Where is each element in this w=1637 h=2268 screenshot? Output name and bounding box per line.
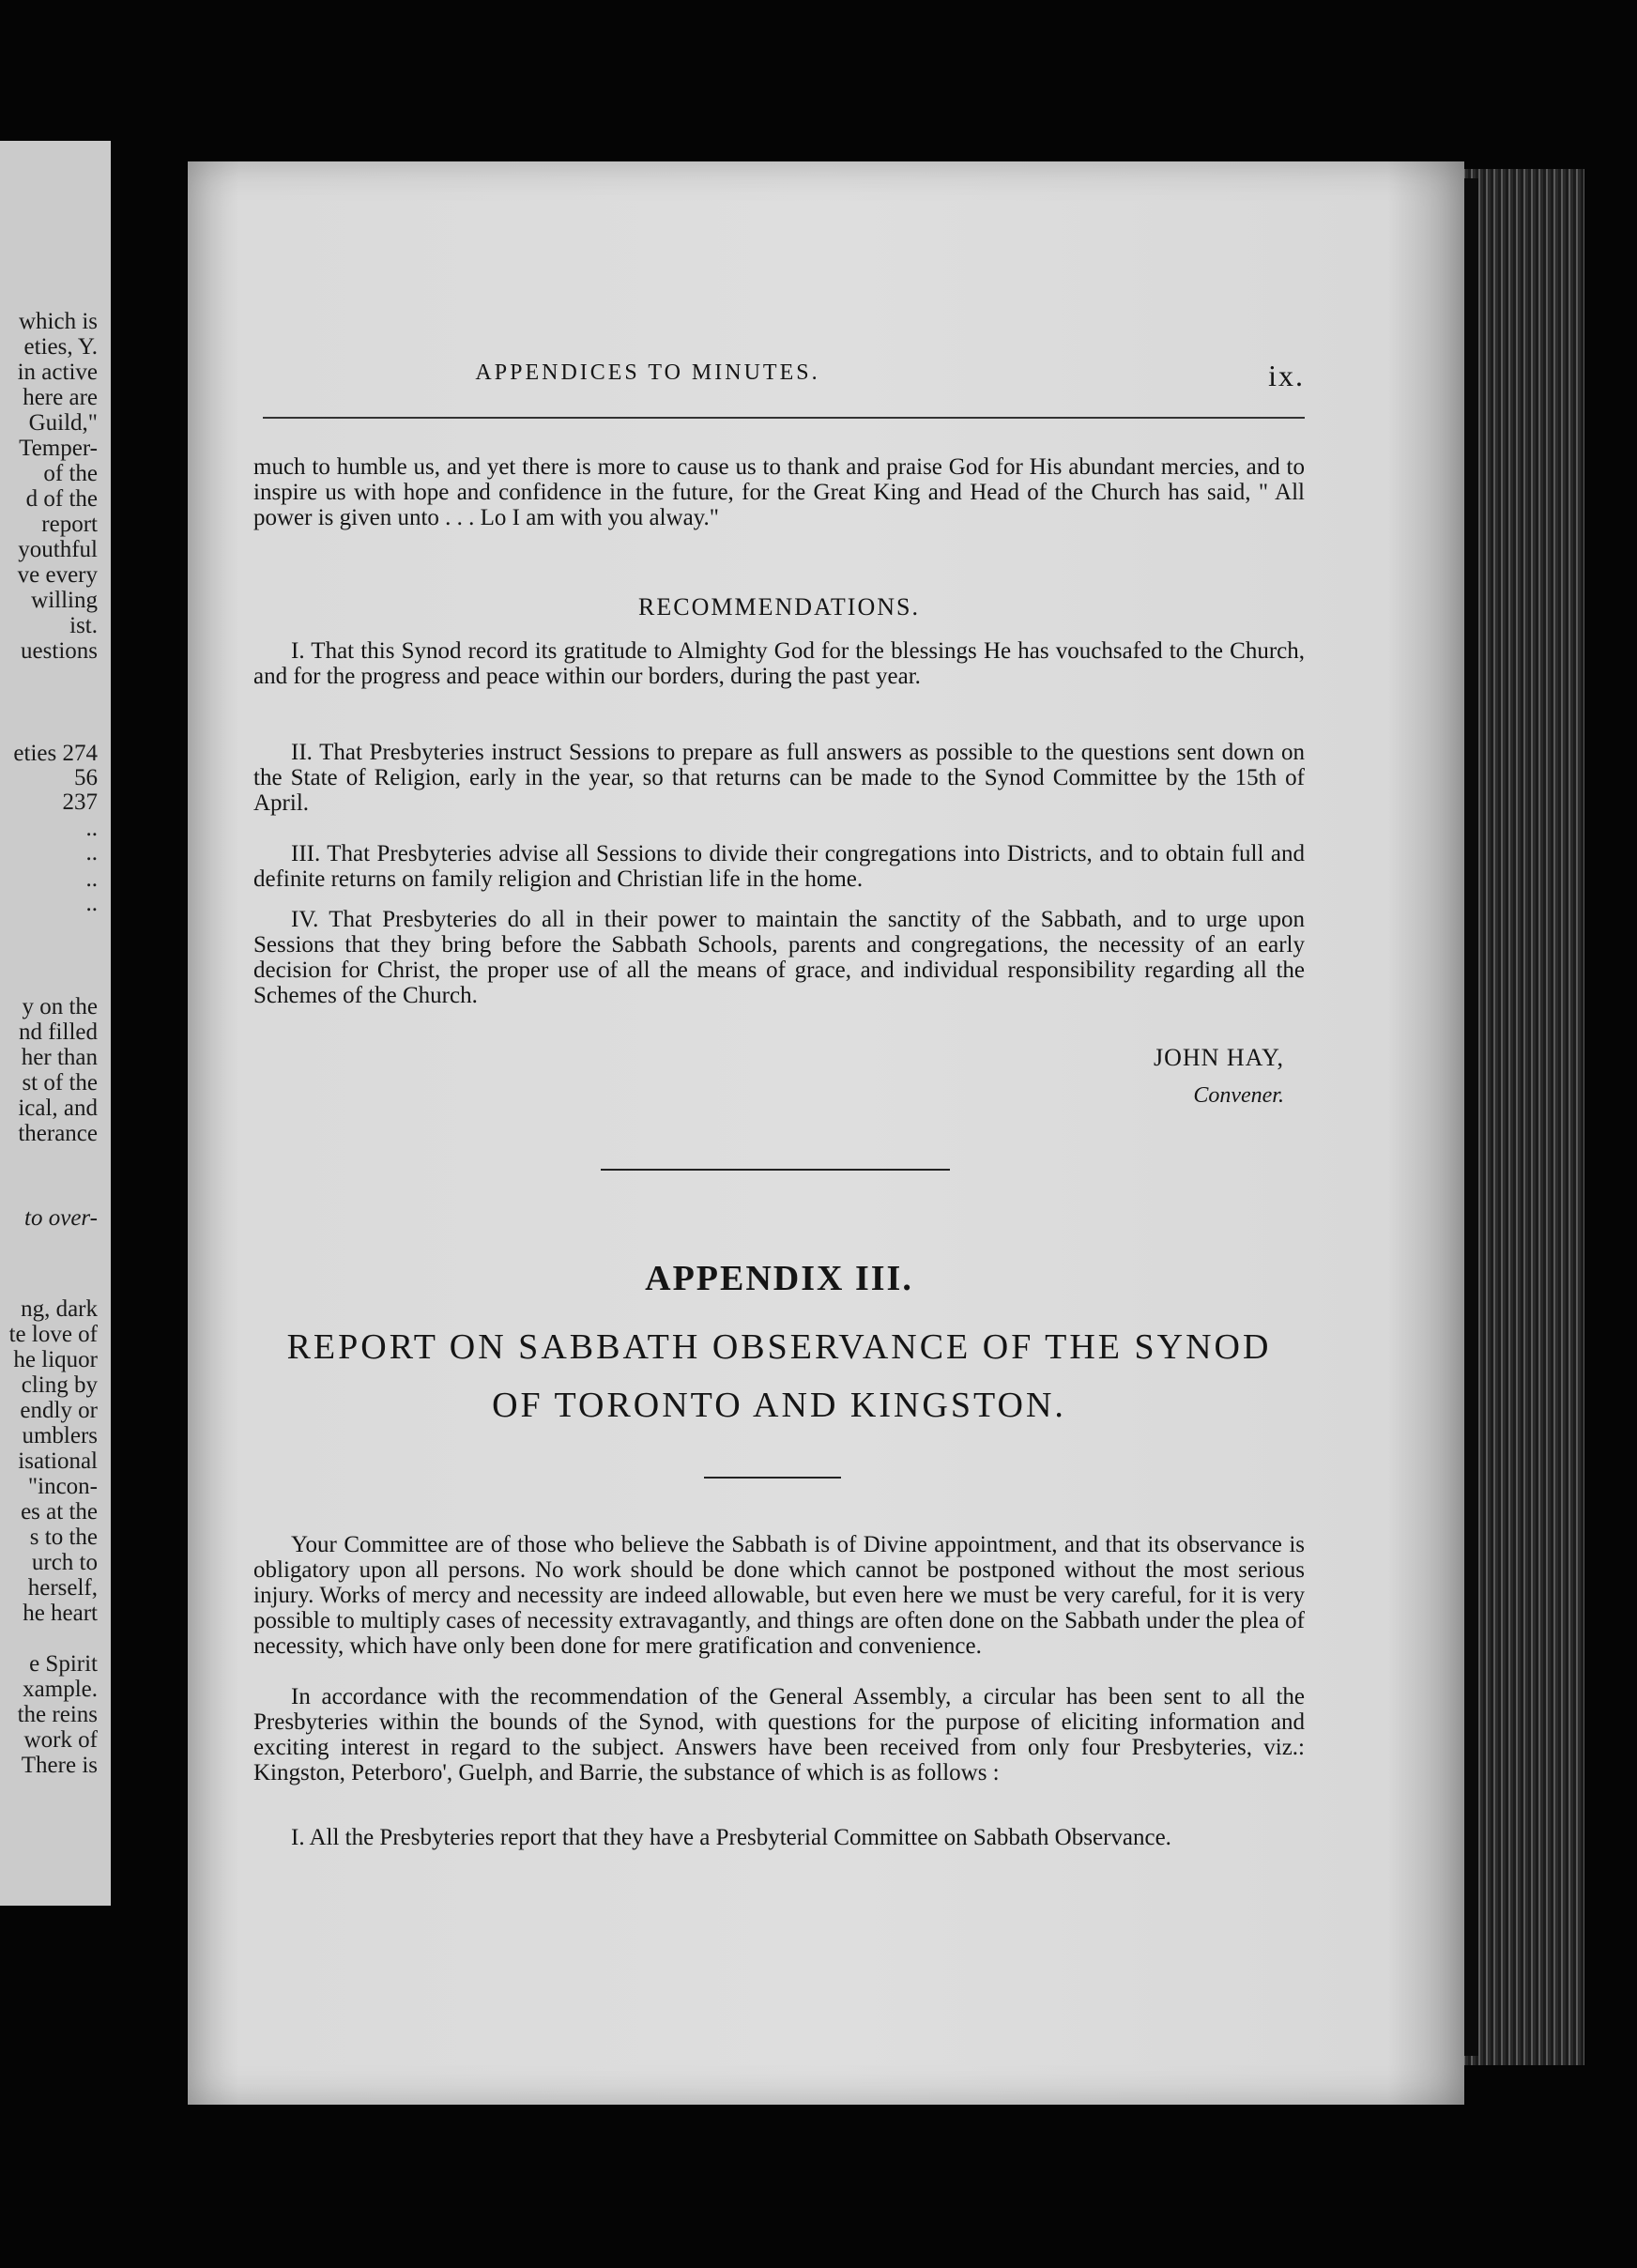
facing-page-fragment: willing [31,588,98,613]
document-page [188,161,1464,2105]
appendix-title: APPENDIX III. [645,1259,913,1298]
facing-page-fragment: .. [85,840,98,866]
recommendation-item-4: IV. That Presbyteries do all in their power to maintain the sanctity of the Sabbath, and to urge upon Sessions that they bring before the Sabbath Schools, parents and congregations, the necessity of an early decision for Christ, the proper use of all the means of grace, and individual responsibility regarding all the Schemes of the Church. [253,907,1305,1008]
facing-page-fragment: which is [18,309,98,334]
facing-page-fragment: herself, [27,1575,98,1601]
facing-page-fragment: here are [23,385,98,410]
facing-page-fragment: eties 274 [13,741,98,766]
recommendation-item-3: III. That Presbyteries advise all Sessions to divide their congregations into Districts, and to obtain full and definite returns on family religion and Christian life in the home. [253,841,1305,892]
facing-page-fragment: xample. [23,1677,98,1702]
facing-page-fragment: Guild," [28,410,98,436]
recommendations-heading: RECOMMENDATIONS. [638,593,920,621]
facing-page-fragment: youthful [18,537,98,562]
facing-page-fragment: work of [23,1727,98,1753]
facing-page-fragment: There is [21,1753,98,1778]
facing-page-fragment: te love of [8,1322,98,1347]
facing-page-fragment: the reins [17,1702,98,1727]
report-title-line-1: REPORT ON SABBATH OBSERVANCE OF THE SYNOD [286,1327,1272,1367]
signature-name: JOHN HAY, [1153,1044,1284,1071]
facing-page-fragment: y on the [22,994,98,1019]
facing-page-fragment: .. [85,816,98,841]
facing-page-fragment: ist. [69,613,98,638]
facing-page-fragment: he heart [23,1601,98,1626]
facing-page-fragment: isational [18,1448,98,1474]
facing-page-fragment: umblers [22,1423,98,1448]
facing-page-fragment: ng, dark [21,1296,98,1322]
facing-page-fragment: cling by [21,1372,98,1398]
facing-page-fragment: of the [43,461,98,486]
facing-page-fragment: ical, and [18,1096,98,1121]
recommendation-item-1: I. That this Synod record its gratitude to Almighty God for the blessings He has vouchsafed to the Church, and for the progress and peace within our borders, during the past year. [253,638,1305,689]
facing-page-fragment: "incon- [27,1474,98,1499]
facing-page-fragment: report [41,512,98,537]
running-title: APPENDICES TO MINUTES. [475,360,820,385]
facing-page-fragment: d of the [25,486,98,512]
facing-page-fragment: to over- [24,1205,98,1231]
section-divider [601,1169,950,1171]
body-paragraph-3: I. All the Presbyteries report that they have a Presbyterial Committee on Sabbath Observance. [291,1825,1171,1850]
facing-page-fragment: eties, Y. [23,334,98,360]
facing-page-fragment: her than [21,1045,98,1070]
page-number: ix. [1268,359,1305,392]
body-paragraph-1: Your Committee are of those who believe the Sabbath is of Divine appointment, and that its observance is obligatory upon all persons. No work should be done which cannot be postponed without the most serious injury. Works of mercy and necessity are indeed allowable, but even here we must be very careful, for it is very possible to multiply cases of necessity extravagantly, and things are often done on the Sabbath under the plea of necessity, which have only been done for mere gratification and convenience. [253,1532,1305,1659]
facing-page-fragment: e Spirit [29,1651,98,1677]
facing-page-fragment: urch to [31,1550,98,1575]
facing-page-fragment: .. [85,891,98,916]
facing-page-fragment: 56 [74,765,98,790]
facing-page-fragment: Temper- [19,436,98,461]
facing-page-fragment: nd filled [18,1019,98,1045]
title-rule [704,1477,841,1479]
facing-page [0,141,111,1906]
facing-page-fragment: 237 [62,789,98,815]
facing-page-fragment: he liquor [13,1347,98,1372]
facing-page-fragment: uestions [21,638,98,664]
body-paragraph-2: In accordance with the recommendation of the General Assembly, a circular has been sent to all the Presbyteries within the bounds of the Synod, with questions for the purpose of eliciting information and exciting interest in regard to the subject. Answers have been received from only four Presbyteries, viz.: Kingston, Peterboro', Guelph, and Barrie, the substance of which is as follows : [253,1684,1305,1785]
facing-page-fragment: therance [18,1121,98,1146]
facing-page-fragment: s to the [29,1525,98,1550]
facing-page-fragment: .. [85,866,98,892]
report-title-line-2: OF TORONTO AND KINGSTON. [492,1386,1066,1425]
facing-page-fragment: es at the [21,1499,98,1525]
continued-paragraph: much to humble us, and yet there is more to cause us to thank and praise God for His abundant mercies, and to inspire us with hope and confidence in the future, for the Great King and Head of the Church has said, " All power is given unto . . . Lo I am with you alway." [253,454,1305,530]
facing-page-fragment: st of the [22,1070,98,1096]
facing-page-fragment: endly or [20,1398,98,1423]
recommendation-item-2: II. That Presbyteries instruct Sessions to prepare as full answers as possible to the questions sent down on the State of Religion, early in the year, so that returns can be made to the Synod Committee by the 15th of April. [253,740,1305,816]
header-rule [263,417,1305,419]
signature-role: Convener. [1193,1083,1284,1108]
facing-page-fragment: in active [17,360,98,385]
running-head [253,360,1305,398]
facing-page-fragment: ve every [17,562,98,588]
